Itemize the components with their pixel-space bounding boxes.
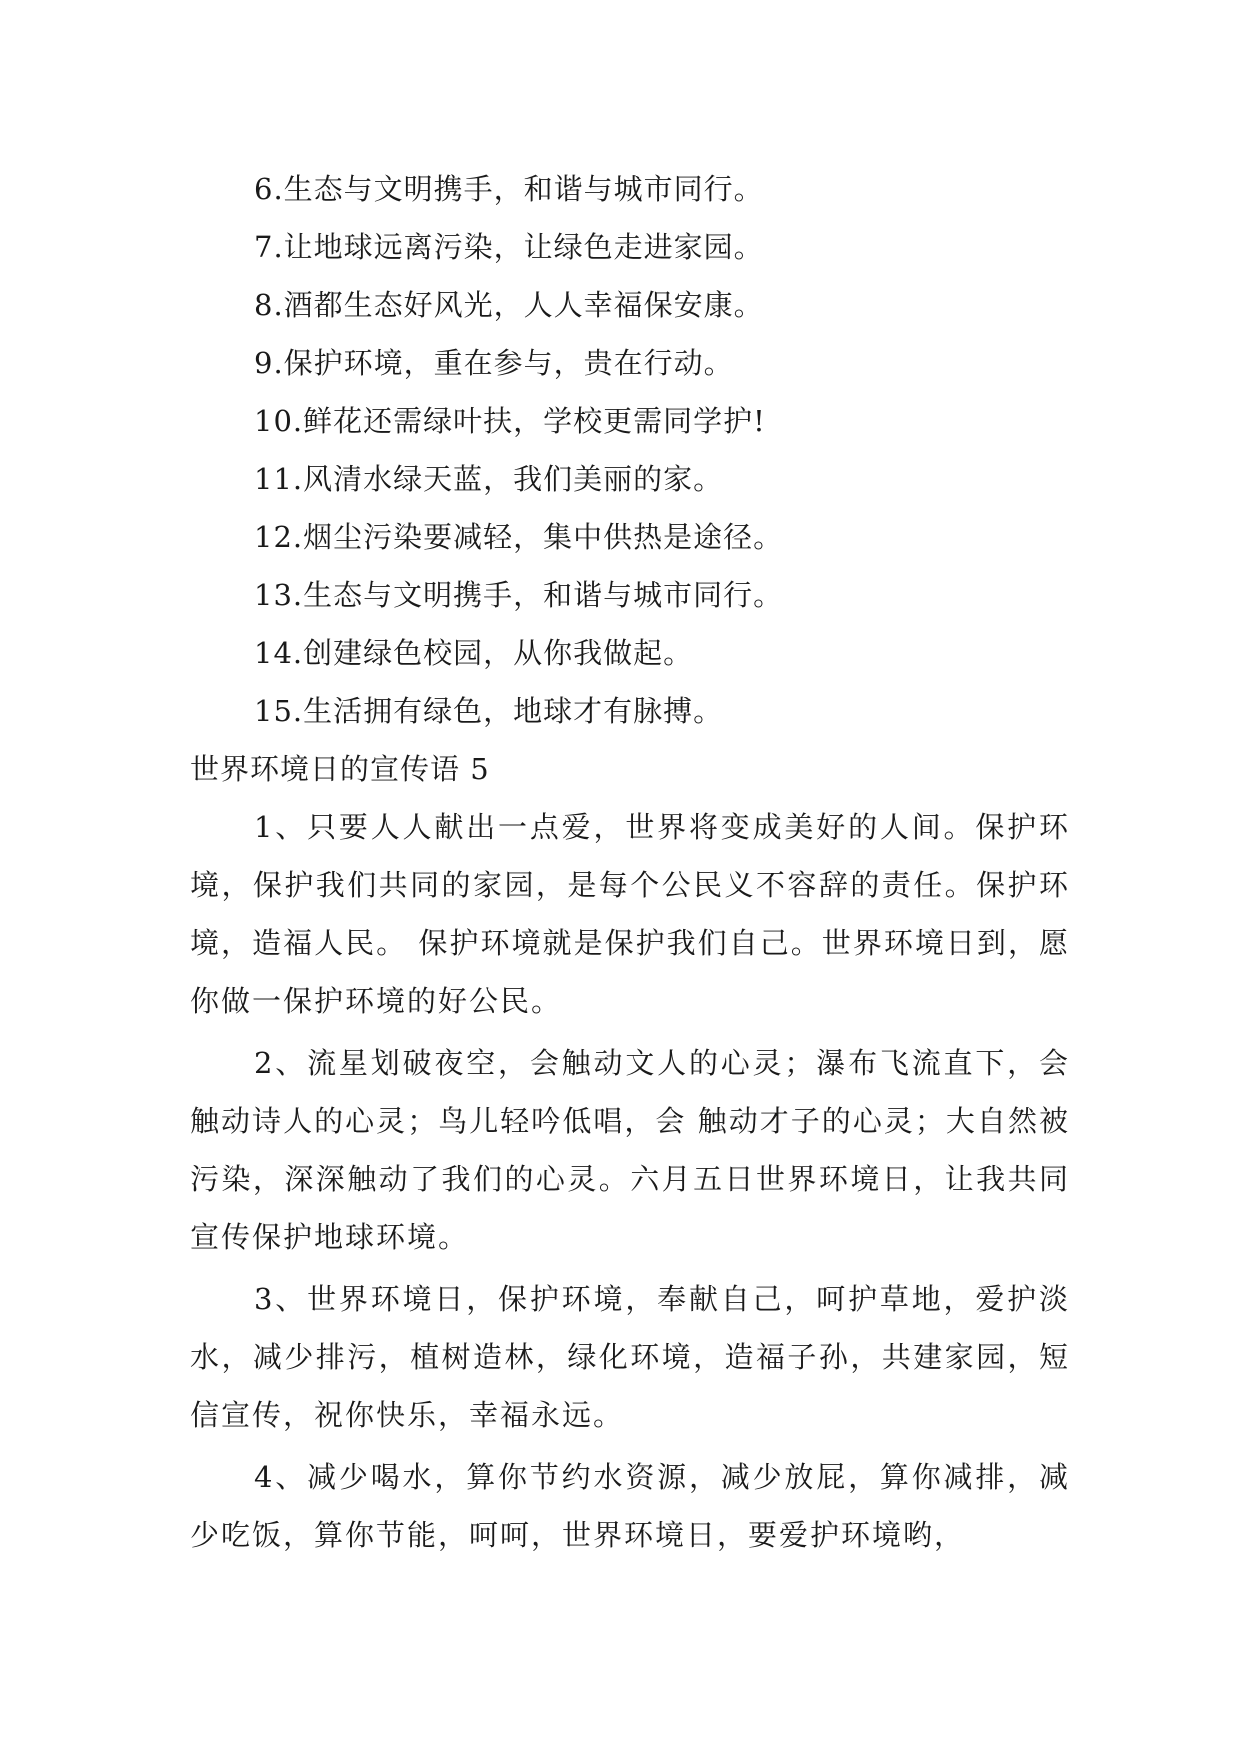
slogan-item: 14.创建绿色校园，从你我做起。 [254,636,694,670]
slogan-item: 11.风清水绿天蓝，我们美丽的家。 [254,462,724,496]
document-body [190,160,1070,1568]
slogan-item: 12.烟尘污染要减轻，集中供热是途径。 [254,520,784,554]
slogan-item: 10.鲜花还需绿叶扶，学校更需同学护! [254,404,766,438]
slogan-item: 13.生态与文明携手，和谐与城市同行。 [254,578,784,612]
slogan-item: 6.生态与文明携手，和谐与城市同行。 [254,172,764,206]
paragraph: 4、减少喝水，算你节约水资源，减少放屁，算你减排，减少吃饭，算你节能，呵呵，世界环境日，要爱护环境哟， [190,1460,1070,1552]
slogan-item: 8.酒都生态好风光，人人幸福保安康。 [254,288,764,322]
slogan-item: 15.生活拥有绿色，地球才有脉搏。 [254,694,724,728]
paragraph: 1、只要人人献出一点爱，世界将变成美好的人间。保护环境，保护我们共同的家园，是每个公民义不容辞的责任。保护环境，造福人民。 保护环境就是保护我们自己。世界环境日到，愿你做一保护环境的好公民。 [190,810,1070,1018]
slogan-item: 7.让地球远离污染，让绿色走进家园。 [254,230,764,264]
section-title: 世界环境日的宣传语 5 [190,752,490,786]
slogan-item: 9.保护环境，重在参与，贵在行动。 [254,346,734,380]
paragraph: 2、流星划破夜空，会触动文人的心灵；瀑布飞流直下，会触动诗人的心灵；鸟儿轻吟低唱，会 触动才子的心灵；大自然被污染，深深触动了我们的心灵。六月五日世界环境日，让我共同宣传保护地球环境。 [190,1046,1070,1254]
paragraph: 3、世界环境日，保护环境，奉献自己，呵护草地，爱护淡水，减少排污，植树造林，绿化环境，造福子孙，共建家园，短信宣传，祝你快乐，幸福永远。 [190,1282,1070,1432]
